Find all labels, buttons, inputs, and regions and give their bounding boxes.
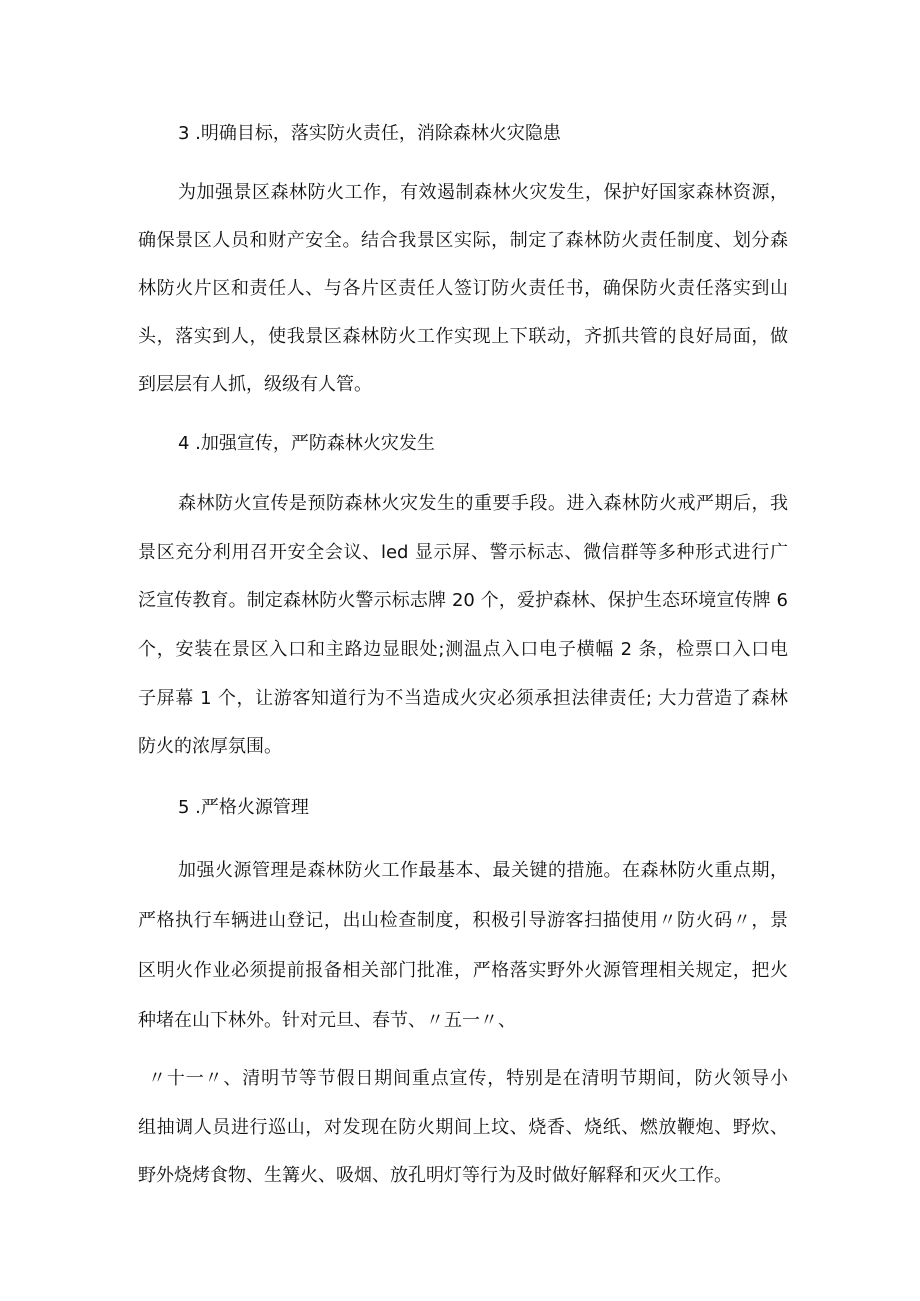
paragraph-line: 个，安装在景区入口和主路边显眼处;测温点入口电子横幅 2 条，检票口入口电 (138, 639, 788, 660)
paragraph-line: 子屏幕 1 个，让游客知道行为不当造成火灾必须承担法律责任; 大力营造了森林 (138, 688, 788, 709)
paragraph-line: 组抽调人员进行巡山，对发现在防火期间上坟、烧香、烧纸、燃放鞭炮、野炊、 (138, 1117, 788, 1138)
section-heading-3: 3 .明确目标，落实防火责任，消除森林火灾隐患 (178, 123, 561, 144)
paragraph-line: 〃十一〃、清明节等节假日期间重点宣传，特别是在清明节期间，防火领导小 (148, 1068, 788, 1089)
paragraph-line: 野外烧烤食物、生篝火、吸烟、放孔明灯等行为及时做好解释和灭火工作。 (138, 1165, 732, 1186)
paragraph-line: 景区充分利用召开安全会议、led 显示屏、警示标志、微信群等多种形式进行广 (138, 542, 788, 563)
paragraph-line: 到层层有人抓，级级有人管。 (138, 374, 372, 395)
paragraph-line: 泛宣传教育。制定森林防火警示标志牌 20 个，爱护森林、保护生态环境宣传牌 6 (138, 590, 788, 611)
paragraph-line: 森林防火宣传是预防森林火灾发生的重要手段。进入森林防火戒严期后，我 (178, 493, 788, 514)
section-heading-4: 4 .加强宣传，严防森林火灾发生 (178, 433, 435, 454)
paragraph-line: 确保景区人员和财产安全。结合我景区实际，制定了森林防火责任制度、划分森 (138, 230, 788, 251)
paragraph-line: 加强火源管理是森林防火工作最基本、最关键的措施。在森林防火重点期， (178, 860, 788, 881)
paragraph-line: 防火的浓厚氛围。 (138, 736, 282, 757)
paragraph-line: 区明火作业必须提前报备相关部门批准，严格落实野外火源管理相关规定，把火 (138, 960, 788, 981)
paragraph-line: 严格执行车辆进山登记，出山检查制度，积极引导游客扫描使用〃防火码〃，景 (138, 910, 788, 931)
section-heading-5: 5 .严格火源管理 (178, 797, 309, 818)
paragraph-line: 为加强景区森林防火工作，有效遏制森林火灾发生，保护好国家森林资源， (178, 182, 788, 203)
paragraph-line: 头，落实到人，使我景区森林防火工作实现上下联动，齐抓共管的良好局面，做 (138, 326, 788, 347)
paragraph-line: 种堵在山下林外。针对元旦、春节、〃五一〃、 (138, 1010, 516, 1031)
paragraph-line: 林防火片区和责任人、与各片区责任人签订防火责任书，确保防火责任落实到山 (138, 278, 788, 299)
